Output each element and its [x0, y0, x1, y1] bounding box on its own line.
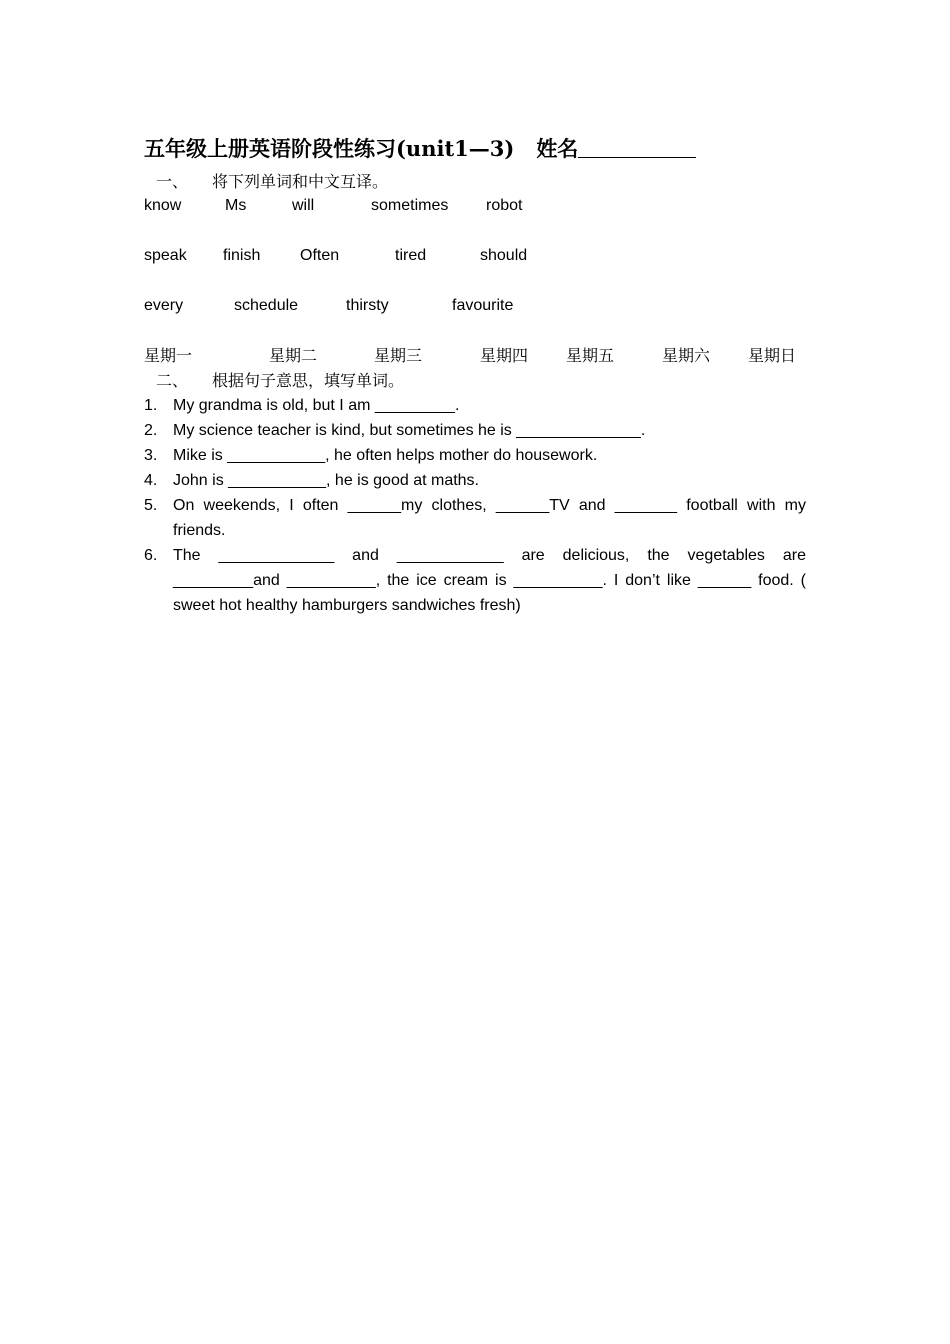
question-item: [144, 493, 806, 543]
word: 星期四: [480, 346, 529, 365]
question-number: 3.: [144, 447, 158, 464]
question-item: [144, 418, 806, 443]
question-number: 4.: [144, 472, 158, 489]
word: 星期五: [566, 346, 615, 365]
word: 星期一: [144, 346, 193, 365]
question-text: The _____________ and ____________ are delicious, the vegetables are _________and __________, the ice cream is __________. I don’t like ______ food. ( sweet hot healthy hamburgers sandwiches fresh): [173, 547, 806, 614]
word: 星期三: [374, 346, 423, 365]
section2-number: 二、: [156, 371, 189, 390]
question-text: John is ___________, he is good at maths.: [173, 472, 479, 489]
word: sometimes: [371, 197, 449, 214]
word: finish: [223, 247, 261, 264]
question-number: 2.: [144, 422, 158, 439]
worksheet: [144, 134, 806, 618]
question-list: [144, 393, 806, 618]
word: schedule: [234, 297, 299, 314]
word: 星期日: [748, 346, 797, 365]
section1-heading: [156, 170, 806, 194]
question-item: [144, 543, 806, 618]
word: should: [480, 247, 528, 264]
section2-title: 根据句子意思，填写单词。: [212, 371, 405, 390]
word-row-weekdays: [144, 344, 806, 369]
question-item: [144, 468, 806, 493]
word: 星期二: [269, 346, 318, 365]
question-number: 1.: [144, 397, 158, 414]
word: tired: [395, 247, 427, 264]
word: Ms: [225, 197, 247, 214]
section2-heading: [156, 369, 806, 393]
word: robot: [486, 197, 523, 214]
word: every: [144, 297, 184, 314]
section1-number: 一、: [156, 172, 189, 191]
word: will: [292, 197, 315, 214]
name-label: 姓名: [536, 136, 579, 161]
word: thirsty: [346, 297, 389, 314]
question-number: 5.: [144, 497, 158, 514]
question-item: [144, 443, 806, 468]
word: 星期六: [662, 346, 711, 365]
section1-title: 将下列单词和中文互译。: [212, 172, 389, 191]
word: favourite: [452, 297, 514, 314]
word-row-2: [144, 244, 806, 294]
word: speak: [144, 247, 187, 264]
question-text: My science teacher is kind, but sometimes he is ______________.: [173, 422, 646, 439]
question-number: 6.: [144, 547, 158, 564]
question-text: My grandma is old, but I am _________.: [173, 397, 460, 414]
word-row-3: [144, 294, 806, 344]
word: know: [144, 197, 182, 214]
title-text: 五年级上册英语阶段性练习(unit1—3): [144, 136, 515, 161]
question-item: [144, 393, 806, 418]
question-text: Mike is ___________, he often helps mother do housework.: [173, 447, 598, 464]
name-blank: [578, 135, 696, 158]
question-text: On weekends, I often ______my clothes, ______TV and _______ football with my friends.: [173, 497, 806, 539]
word: Often: [300, 247, 340, 264]
word-row-1: [144, 194, 806, 244]
worksheet-title: [144, 134, 806, 164]
